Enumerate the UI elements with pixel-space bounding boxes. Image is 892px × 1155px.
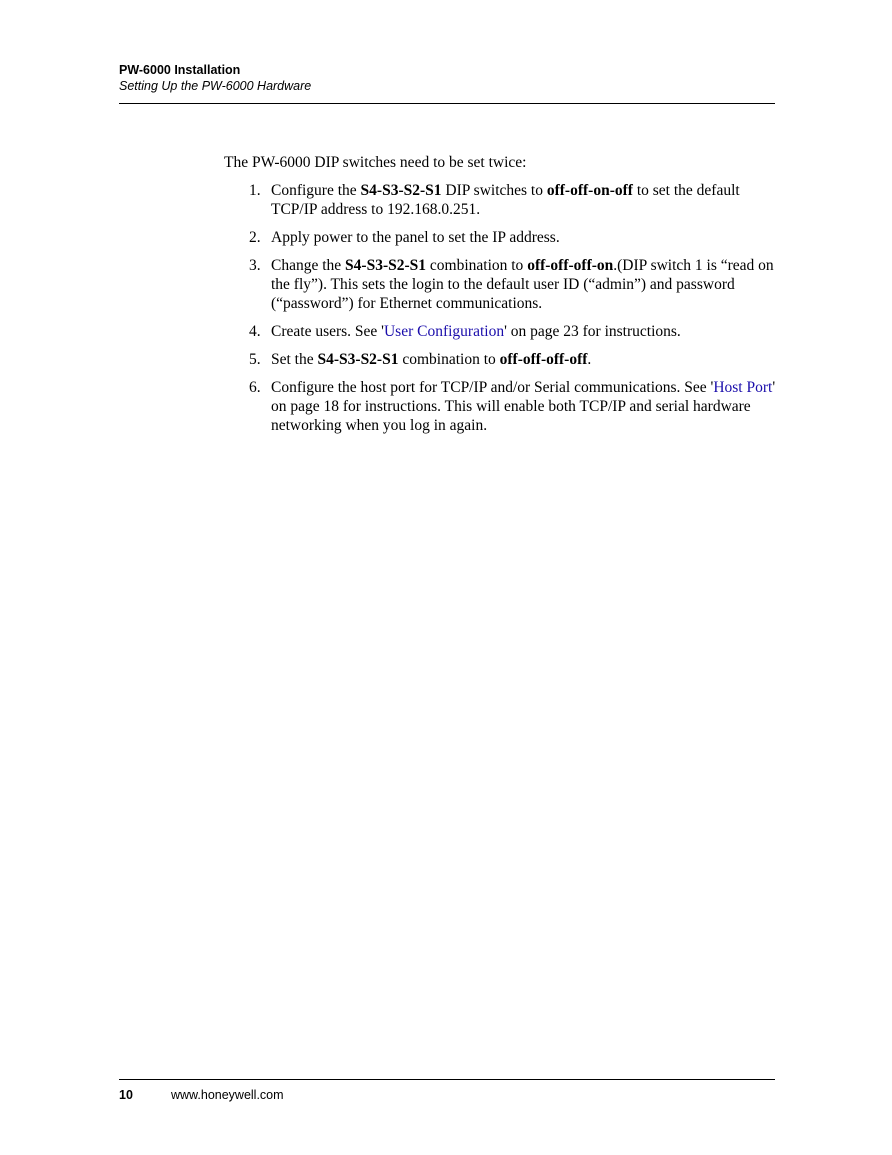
list-item — [224, 322, 784, 341]
page-header — [119, 62, 775, 94]
page-footer — [119, 1088, 775, 1102]
header-subtitle: Setting Up the PW-6000 Hardware — [119, 79, 312, 93]
step-bold: S4-S3-S2-S1 — [317, 351, 399, 368]
step-text: combination to — [398, 351, 500, 368]
step-bold: S4-S3-S2-S1 — [360, 182, 442, 199]
list-number: 6. — [249, 379, 261, 396]
list-item — [224, 256, 784, 313]
host-port-link[interactable]: Host Port — [713, 379, 773, 396]
list-item — [224, 181, 784, 219]
list-item — [224, 378, 784, 435]
list-number: 1. — [249, 182, 261, 199]
document-body — [224, 153, 784, 444]
list-item — [224, 350, 784, 369]
step-text: Change the — [271, 257, 346, 274]
step-bold: S4-S3-S2-S1 — [345, 257, 427, 274]
step-text: Configure the — [271, 182, 361, 199]
step-text: DIP switches to — [441, 182, 547, 199]
list-number: 3. — [249, 257, 261, 274]
page-number: 10 — [119, 1088, 133, 1102]
step-text: to set the default TCP/IP address to 192.168.0.251. — [271, 182, 740, 218]
step-text: Set the — [271, 351, 318, 368]
list-number: 4. — [249, 323, 261, 340]
list-number: 5. — [249, 351, 261, 368]
footer-divider — [119, 1079, 775, 1080]
step-bold: off-off-off-off — [499, 351, 588, 368]
footer-website: www.honeywell.com — [171, 1088, 284, 1102]
step-text: Apply power to the panel to set the IP address. — [271, 229, 560, 246]
step-text: . — [587, 351, 592, 368]
user-configuration-link[interactable]: User Configuration — [383, 323, 505, 340]
step-text: combination to — [426, 257, 528, 274]
step-text: Create users. See ' — [271, 323, 384, 340]
header-title: PW-6000 Installation — [119, 63, 241, 77]
step-bold: off-off-on-off — [546, 182, 633, 199]
steps-list — [224, 181, 784, 435]
list-number: 2. — [249, 229, 261, 246]
step-text: ' on page 23 for instructions. — [504, 323, 681, 340]
step-text: ' on page 18 for instructions. This will enable both TCP/IP and serial hardware networking when you log in again. — [271, 379, 776, 434]
list-item — [224, 228, 784, 247]
step-text: .(DIP switch 1 is “read on the fly”). This sets the login to the default user ID (“admin”) and password (“password”) for Ethernet communications. — [271, 257, 774, 312]
step-text: Configure the host port for TCP/IP and/or Serial communications. See ' — [271, 379, 714, 396]
header-divider — [119, 103, 775, 104]
step-bold: off-off-off-on — [527, 257, 614, 274]
intro-paragraph: The PW-6000 DIP switches need to be set twice: — [224, 154, 527, 171]
